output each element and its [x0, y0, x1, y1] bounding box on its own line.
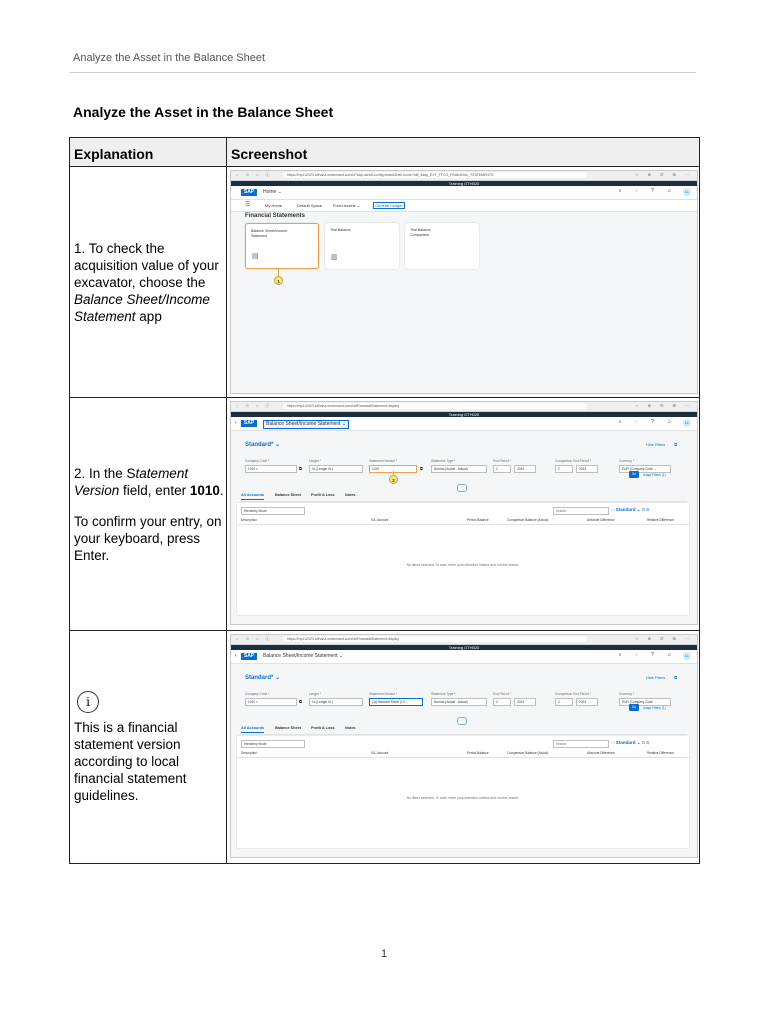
browser-url: https://my312023.s4hana.ondemand.com/ui#FinancialStatement-display	[283, 636, 587, 642]
go-button[interactable]: Go	[629, 704, 639, 711]
browser-bar	[231, 402, 697, 412]
avatar[interactable]: LL	[683, 188, 691, 196]
tab-default-space[interactable]: Default Space	[297, 203, 323, 208]
column-header-explanation: Explanation	[70, 138, 227, 167]
tab-notes[interactable]: Notes	[345, 493, 356, 497]
company-code-input[interactable]: 1010 ×	[245, 698, 297, 706]
statement-version-input[interactable]: (Jp) Balance Sheet (10 ...	[369, 698, 423, 706]
results-panel	[237, 503, 689, 615]
screenshot-balance-sheet-app-filled	[230, 634, 698, 858]
tab-balance-sheet[interactable]: Balance Sheet	[275, 726, 301, 730]
back-icon[interactable]: ‹	[235, 653, 237, 659]
column-header-screenshot: Screenshot	[227, 138, 700, 167]
currency-select[interactable]: EUR (Company Code ...	[619, 465, 671, 473]
avatar[interactable]: LL	[683, 652, 691, 660]
report-tabs	[241, 491, 687, 502]
comparison-end-year-input[interactable]: 2023	[576, 698, 598, 706]
statement-version-input[interactable]: 1010	[369, 465, 417, 473]
search-input[interactable]: Search	[553, 507, 609, 515]
app-title[interactable]: Balance Sheet/Income Statement ⌄	[263, 653, 344, 659]
report-icon: ▤	[252, 253, 259, 261]
sap-logo: SAP	[241, 653, 257, 660]
screenshot-balance-sheet-app	[230, 401, 698, 625]
tab-fixed-assets[interactable]: Fixed Assets ⌄	[333, 203, 361, 208]
statement-version-field: Statement Version * 1010	[369, 459, 417, 473]
variant-selector[interactable]: Standard* ⌄	[245, 675, 281, 681]
sap-logo: SAP	[241, 420, 257, 427]
browser-bar	[231, 635, 697, 645]
training-bar: Training OTH020	[231, 181, 697, 186]
tile-balance-sheet-income-statement[interactable]: Balance Sheet/Income Statement ▤	[245, 223, 319, 269]
tab-my-home[interactable]: My Home	[265, 203, 283, 208]
browser-nav-icons: ← C ⌂ ⓘ	[235, 172, 273, 177]
tab-balance-sheet[interactable]: Balance Sheet	[275, 493, 301, 497]
filter-bar-links	[646, 676, 677, 680]
ledger-select[interactable]: 0L (Ledger 0L)	[309, 465, 363, 473]
tab-general-ledger[interactable]: General Ledger	[375, 203, 403, 208]
table-column-headers: Description G/L Account Period Balance Comparison Balance (Actual) Absolute Difference Relative Difference	[237, 517, 689, 525]
tab-all-accounts[interactable]: All Accounts	[241, 726, 264, 733]
comparison-end-period-input[interactable]: 2	[555, 465, 573, 473]
share-icon[interactable]: ⧉	[674, 676, 677, 680]
shell-bar	[231, 186, 697, 200]
table-toolbar	[611, 507, 649, 513]
statement-type-select[interactable]: Normal (Actual - Actual)	[431, 698, 487, 706]
collapse-header-icon[interactable]: ⌃	[457, 717, 467, 725]
browser-nav-icons: ← C ⌂ ⓘ	[235, 403, 273, 408]
browser-bar	[231, 171, 697, 181]
collapse-header-icon[interactable]: ⌃	[457, 484, 467, 492]
share-icon[interactable]: ⧉	[674, 443, 677, 447]
browser-nav-icons: ← C ⌂ ⓘ	[235, 636, 273, 641]
adapt-filters-link[interactable]: Adapt Filters (1)	[643, 706, 666, 710]
avatar[interactable]: LL	[683, 419, 691, 427]
browser-tool-icons: ☆ ⊕ ⊡ ⊞ ⋯	[634, 403, 693, 408]
statement-type-field: Statement Type * Normal (Actual - Actual)	[431, 459, 487, 473]
step-2-screenshot-cell	[227, 398, 700, 631]
end-period-input[interactable]: 2	[493, 465, 511, 473]
shell-title[interactable]: Home ⌄	[263, 189, 282, 195]
ledger-field: Ledger * 0L (Ledger 0L)	[309, 459, 363, 473]
nav-icon[interactable]: ‹ ›	[611, 508, 615, 512]
tab-notes[interactable]: Notes	[345, 726, 356, 730]
tab-all-accounts[interactable]: All Accounts	[241, 493, 264, 500]
end-year-input[interactable]: 2024	[514, 698, 536, 706]
end-period-input[interactable]: 2	[493, 698, 511, 706]
step-marker-2: 2	[389, 475, 398, 484]
end-period-field: End Period * 2 2024	[493, 692, 539, 706]
info-icon: i	[77, 691, 99, 713]
comparison-end-period-input[interactable]: 2	[555, 698, 573, 706]
standard-variant[interactable]: Standard ⌄	[615, 507, 641, 512]
currency-field: Currency * EUR (Company Code ...	[619, 459, 671, 473]
currency-select[interactable]: EUR (Company Code ...	[619, 698, 671, 706]
running-header: Analyze the Asset in the Balance Sheet	[73, 52, 266, 64]
chart-icon: ▥	[331, 254, 338, 262]
value-help-icon[interactable]: ⧉	[420, 466, 423, 471]
browser-url: https://my312023.s4hana.ondemand.com/ui#FinancialStatement-display	[283, 403, 587, 409]
table-column-headers: Description G/L Account Period Balance Comparison Balance (Actual) Absolute Difference Relative Difference	[237, 750, 689, 758]
shell-action-icons[interactable]: ⌕ ◌ ? ♫	[618, 188, 677, 194]
hierarchy-mode-select[interactable]: Hierarchy Mode	[241, 507, 305, 515]
screenshot-launchpad	[230, 170, 698, 394]
instruction-table	[69, 137, 700, 864]
go-button[interactable]: Go	[629, 471, 639, 478]
step-1-explanation: 1. To check the acquisition value of your excavator, choose the Balance Sheet/Income Statement app	[70, 167, 227, 398]
company-code-field: Company Code * 1010 ×	[245, 459, 297, 473]
sap-logo: SAP	[241, 189, 257, 196]
step-1-screenshot-cell	[227, 167, 700, 398]
header-rule	[70, 72, 696, 73]
menu-icon[interactable]: ☰	[245, 202, 251, 208]
back-icon[interactable]: ‹	[235, 420, 237, 426]
shell-action-icons[interactable]: ⌕ ◌ ? ♫	[618, 652, 677, 658]
page-number: 1	[380, 948, 388, 960]
standard-variant[interactable]: Standard ⌄	[615, 740, 641, 745]
settings-icon[interactable]: ⊡ ⚙	[641, 508, 650, 512]
browser-tool-icons: ☆ ⊕ ⊡ ⊞ ⋯	[634, 172, 693, 177]
empty-table-message: No items selected. To start, enter your selection criteria and run the search.	[406, 563, 520, 567]
empty-table-message: No items selected. To start, enter your selection criteria and run the search.	[406, 796, 520, 800]
adapt-filters-link[interactable]: Adapt Filters (1)	[643, 473, 666, 477]
tab-profit-loss[interactable]: Profit & Loss	[311, 726, 335, 730]
results-panel	[237, 736, 689, 848]
statement-type-field: Statement Type * Normal (Actual - Actual)	[431, 692, 487, 706]
shell-bar	[231, 650, 697, 664]
ledger-field: Ledger * 0L (Ledger 0L)	[309, 692, 363, 706]
search-input[interactable]: Search	[553, 740, 609, 748]
currency-field: Currency * EUR (Company Code ...	[619, 692, 671, 706]
statement-type-select[interactable]: Normal (Actual - Actual)	[431, 465, 487, 473]
note-screenshot-cell	[227, 631, 700, 864]
filter-bar-links	[646, 443, 677, 447]
comparison-end-period-field: Comparison End Period * 2 2023	[555, 692, 611, 706]
tab-profit-loss[interactable]: Profit & Loss	[311, 493, 335, 497]
comparison-end-year-input[interactable]: 2023	[576, 465, 598, 473]
variant-selector[interactable]: Standard* ⌄	[245, 442, 281, 448]
statement-version-field: Statement Version * (Jp) Balance Sheet (10 ...	[369, 692, 423, 706]
training-bar: Training OTH020	[231, 645, 697, 650]
company-code-input[interactable]: 1010 ×	[245, 465, 297, 473]
tile-trial-balance[interactable]: Trial Balance ▥	[325, 223, 399, 269]
financial-statements-title: Financial Statements	[245, 213, 306, 219]
comparison-end-period-field: Comparison End Period * 2 2023	[555, 459, 611, 473]
step-marker-1: 1	[274, 276, 283, 285]
document-title: Analyze the Asset in the Balance Sheet	[73, 104, 334, 120]
hide-filters-link[interactable]: Hide Filters	[646, 676, 666, 680]
report-tabs	[241, 724, 687, 735]
settings-icon[interactable]: ⊡ ⚙	[641, 741, 650, 745]
hide-filters-link[interactable]: Hide Filters	[646, 443, 666, 447]
nav-icon[interactable]: ‹ ›	[611, 741, 615, 745]
tile-trial-balance-comparison[interactable]: Trial Balance Comparison	[405, 223, 479, 269]
value-help-icon[interactable]: ⧉	[299, 466, 302, 471]
browser-tool-icons: ☆ ⊕ ⊡ ⊞ ⋯	[634, 636, 693, 641]
space-tab-bar	[231, 200, 697, 212]
shell-action-icons[interactable]: ⌕ ◌ ? ♫	[618, 419, 677, 425]
value-help-icon[interactable]: ⧉	[299, 699, 302, 704]
browser-url: https://my312023.s4hana.ondemand.com/ui?sap-ushell-config=lean#Shell-home?ui5_4sap_EXT_FTCO_FINANCIAL_STATEMENTS	[283, 172, 587, 178]
step-2-explanation: 2. In the Statement Version field, enter 1010. To confirm your entry, on your keyboard, press Enter.	[70, 398, 227, 631]
hierarchy-mode-select[interactable]: Hierarchy Mode	[241, 740, 305, 748]
table-toolbar	[611, 740, 649, 746]
training-bar: Training OTH020	[231, 412, 697, 417]
app-title[interactable]: Balance Sheet/Income Statement ⌄	[263, 420, 349, 429]
shell-bar	[231, 417, 697, 431]
ledger-select[interactable]: 0L (Ledger 0L)	[309, 698, 363, 706]
note-explanation: i This is a financial statement version according to local financial statement guidelines.	[70, 631, 227, 864]
end-year-input[interactable]: 2024	[514, 465, 536, 473]
end-period-field: End Period * 2 2024	[493, 459, 539, 473]
company-code-field: Company Code * 1010 ×	[245, 692, 297, 706]
